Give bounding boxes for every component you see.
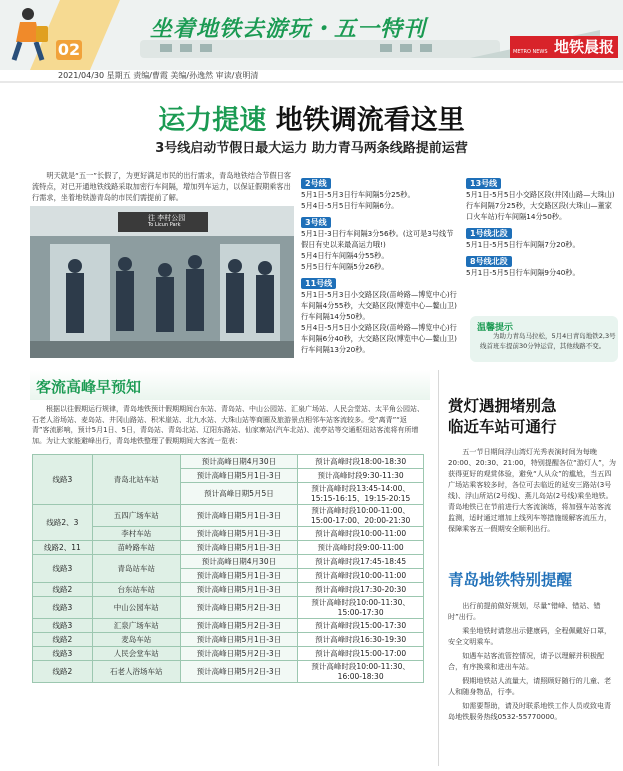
- reminder-article: [448, 568, 618, 722]
- cell-date: 预计高峰日期5月1日-3日: [180, 569, 298, 583]
- lantern-text: 五一节日期间浮山湾灯光秀表演时间为每晚20:00、20:30、21:00，特别提醒各位“游灯人”，为获得更好的观赏体验，避免“人从众”的尴尬，当五四广场站乘客较多时，各位可去临近的延安三路站(3号线)、浮山所站(2号线)、燕儿岛站(2号线)乘坐地铁。青岛地铁已在节前进行大客流演练，将加强车站客流监测，适时通过增加上线列车等措施缓解客流压力，保障乘客五一假期安全顺利出行。: [448, 447, 616, 533]
- cell-line: 线路3: [33, 555, 93, 583]
- cell-date: 预计高峰日期5月2日-3日: [180, 647, 298, 661]
- reminder-list: [448, 600, 618, 722]
- cell-station: 中山公园车站: [92, 597, 180, 619]
- masthead-title: 坐着地铁去游玩・五一特刊: [150, 17, 427, 42]
- cell-station: 五四广场车站: [92, 505, 180, 527]
- lines-column-1: [301, 178, 459, 355]
- headline-black: 地铁调流看这里: [275, 105, 465, 136]
- table-row: [33, 541, 424, 555]
- cell-date: 预计高峰日期5月1日-3日: [180, 633, 298, 647]
- header-divider: [0, 81, 623, 83]
- tip-text: 为助力青岛马拉松，5月4日青岛地铁2,3号线首班车提前30分钟运营，其他线路不变。: [480, 332, 616, 350]
- sub-headline: 3号线启动节假日最大运力 助力青马两条线路提前运营: [155, 141, 468, 156]
- cell-time: 预计高峰时段9:00-11:00: [298, 541, 424, 555]
- platform-sign-cn: 往 李村公园: [148, 214, 186, 222]
- cell-line: 线路3: [33, 597, 93, 619]
- line-item: 5月4日-5月5日小交路区段(苗岭路—博览中心)行车间隔6分40秒，大交路区段(博览中心—鳌山卫)行车间隔13分20秒。: [301, 323, 457, 354]
- line-tag: 1号线北段: [466, 228, 512, 239]
- cell-date: 预计高峰日期5月2日-3日: [180, 597, 298, 619]
- main-headline: [0, 98, 623, 137]
- reminder-item: 如遇车站客流管控情况，请予以理解并积极配合，有序换乘和进出车站。: [448, 651, 605, 671]
- column-divider: [438, 370, 439, 766]
- headline-green: 运力提速: [158, 105, 267, 136]
- line-item: 5月1日-3日行车间隔3分56秒。(这可是3号线节假日有史以来最高运力哦!): [301, 229, 454, 249]
- page-number: 02: [57, 40, 81, 59]
- logo-small-text: METRO NEWS: [513, 49, 548, 55]
- table-row: [33, 597, 424, 619]
- line-item: 5月1日-5月3日小交路区段(苗岭路—博览中心)行车间隔4分55秒，大交路区段(博览中心—鳌山卫)行车间隔14分50秒。: [301, 290, 457, 321]
- cell-date: 预计高峰日期5月1日-3日: [180, 505, 298, 527]
- cell-time: 预计高峰时段15:00-17:30: [298, 619, 424, 633]
- table-row: [33, 619, 424, 633]
- cell-date: 预计高峰日期5月1日-3日: [180, 469, 298, 483]
- reminder-item: 乘坐地铁时请您出示健康码，全程佩戴好口罩，安全文明乘车。: [448, 626, 612, 646]
- line-tag: 2号线: [301, 178, 331, 189]
- lantern-title-2: 临近车站可通行: [448, 418, 557, 436]
- table-row: [33, 555, 424, 569]
- table-row: [33, 583, 424, 597]
- lantern-article: [448, 396, 618, 534]
- lantern-title-1: 赏灯遇拥堵别急: [448, 397, 557, 415]
- cell-time: 预计高峰时段10:00-11:00: [298, 569, 424, 583]
- traveler-icon: [6, 4, 52, 62]
- issue-meta: 2021/04/30 星期五 责编/曹霞 美编/孙逸然 审读/袁明清: [58, 71, 259, 80]
- cell-line: 线路2、11: [33, 541, 93, 555]
- table-row: [33, 647, 424, 661]
- cell-time: 预计高峰时段18:00-18:30: [298, 455, 424, 469]
- cell-station: 青岛北站车站: [92, 455, 180, 505]
- table-row: [33, 661, 424, 683]
- line-block: [466, 178, 618, 222]
- cell-station: 石老人浴场车站: [92, 661, 180, 683]
- cell-line: 线路2: [33, 633, 93, 647]
- cell-station: 台东站车站: [92, 583, 180, 597]
- newspaper-logo: [510, 36, 618, 58]
- line-tag: 8号线北段: [466, 256, 512, 267]
- platform-sign-en: To Licun Park: [148, 222, 181, 228]
- tip-title: 温馨提示: [477, 323, 514, 333]
- cell-station: 苗岭路车站: [92, 541, 180, 555]
- line-block: [301, 178, 459, 211]
- section-paragraph: 根据以往假期运行规律，青岛地铁预计假期期间台东站、青岛站、中山公园站、汇泉广场站、人民会堂站、太平角公园站、石老人浴场站、麦岛站、井冈山路站、积米崖站、北九水站、大珠山站等商圈及旅游景点相邻车站客流较多。受“离青”“返青”客流影响，预计5月1日、5日，青岛站、青岛北站、辽阳东路站、仙家寨站(汽车北站)、流亭站等交通枢纽站客流将有所增加。为让大家能避峰出行，青岛地铁整理了假期期间大客流一览表：: [32, 405, 424, 445]
- peak-table: [32, 454, 424, 683]
- photo-illustration: [30, 206, 294, 358]
- line-item: 5月4日行车间隔4分55秒。: [301, 251, 389, 260]
- subway-platform-photo: [30, 206, 294, 358]
- cell-line: 线路3: [33, 619, 93, 633]
- cell-time: 预计高峰时段15:00-17:00: [298, 647, 424, 661]
- cell-station: 汇泉广场车站: [92, 619, 180, 633]
- cell-time: 预计高峰时段10:00-11:00、15:00-17:00、20:00-21:30: [298, 505, 424, 527]
- cell-time: 预计高峰时段17:30-20:30: [298, 583, 424, 597]
- reminder-item: 出行前提前做好规划，尽量“错峰、错站、错时”出行。: [448, 601, 601, 621]
- table-row: [33, 455, 424, 469]
- line-item: 5月1日-5月5日小交路区段(井冈山路—大珠山)行车间隔7分25秒，大交路区段(大珠山—董家口火车站)行车间隔14分50秒。: [466, 190, 615, 221]
- cell-line: 线路3: [33, 647, 93, 661]
- cell-station: 青岛站车站: [92, 555, 180, 583]
- line-item: 5月1日-5月5日行车间隔9分40秒。: [466, 268, 580, 277]
- cell-date: 预计高峰日期4月30日: [180, 455, 298, 469]
- reminder-title: 青岛地铁特别提醒: [448, 571, 573, 589]
- cell-date: 预计高峰日期5月2日-3日: [180, 619, 298, 633]
- reminder-item: 如需要帮助，请及时联系地铁工作人员或致电青岛地铁服务热线0532-55770000。: [448, 701, 612, 721]
- cell-time: 预计高峰时段10:00-11:00: [298, 527, 424, 541]
- line-block: [301, 217, 459, 272]
- line-tag: 3号线: [301, 217, 331, 228]
- cell-station: 人民会堂车站: [92, 647, 180, 661]
- cell-date: 预计高峰日期4月30日: [180, 555, 298, 569]
- cell-time: 预计高峰时段10:00-11:30、16:00-18:30: [298, 661, 424, 683]
- line-tag: 11号线: [301, 278, 336, 289]
- cell-time: 预计高峰时段17:45-18:45: [298, 555, 424, 569]
- cell-date: 预计高峰日期5月2日-3日: [180, 661, 298, 683]
- cell-date: 预计高峰日期5月1日-3日: [180, 541, 298, 555]
- line-item: 5月5日行车间隔5分26秒。: [301, 262, 389, 271]
- cell-station: 麦岛车站: [92, 633, 180, 647]
- cell-time: 预计高峰时段9:30-11:30: [298, 469, 424, 483]
- reminder-item: 假期地铁站人流量大，请照顾好随行的儿童、老人和随身物品，行李。: [448, 676, 612, 696]
- cell-station: 李村车站: [92, 527, 180, 541]
- section-title: 客流高峰早预知: [36, 378, 142, 396]
- cell-line: 线路2: [33, 583, 93, 597]
- cell-date: 预计高峰日期5月5日: [180, 483, 298, 505]
- line-block: [466, 256, 618, 278]
- line-tag: 13号线: [466, 178, 501, 189]
- line-block: [466, 228, 618, 250]
- cell-date: 预计高峰日期5月1日-3日: [180, 583, 298, 597]
- lines-column-2: [466, 178, 618, 278]
- cell-line: 线路3: [33, 455, 93, 505]
- cell-time: 预计高峰时段13:45-14:00、15:15-16:15、19:15-20:15: [298, 483, 424, 505]
- cell-time: 预计高峰时段10:00-11:30、15:00-17:30: [298, 597, 424, 619]
- logo-text: 地铁晨报: [553, 38, 614, 56]
- line-item: 5月4日-5月5日行车间隔6分。: [301, 201, 399, 210]
- cell-time: 预计高峰时段16:30-19:30: [298, 633, 424, 647]
- line-item: 5月1日-5月5日行车间隔7分20秒。: [466, 240, 580, 249]
- cell-line: 线路2、3: [33, 505, 93, 541]
- cell-date: 预计高峰日期5月1日-3日: [180, 527, 298, 541]
- intro-paragraph: 明天就是“五一”长假了，为更好满足市民的出行需求，青岛地铁结合节假日客流特点，对已开通地铁线路采取加密行车间隔，增加列车运力，以保证假期乘客出行需求，坐着地铁游青岛的市民们需提前了解。: [32, 171, 292, 202]
- table-row: [33, 505, 424, 527]
- line-item: 5月1日-5月3日行车间隔5分25秒。: [301, 190, 415, 199]
- cell-line: 线路2: [33, 661, 93, 683]
- line-block: [301, 278, 459, 355]
- table-row: [33, 633, 424, 647]
